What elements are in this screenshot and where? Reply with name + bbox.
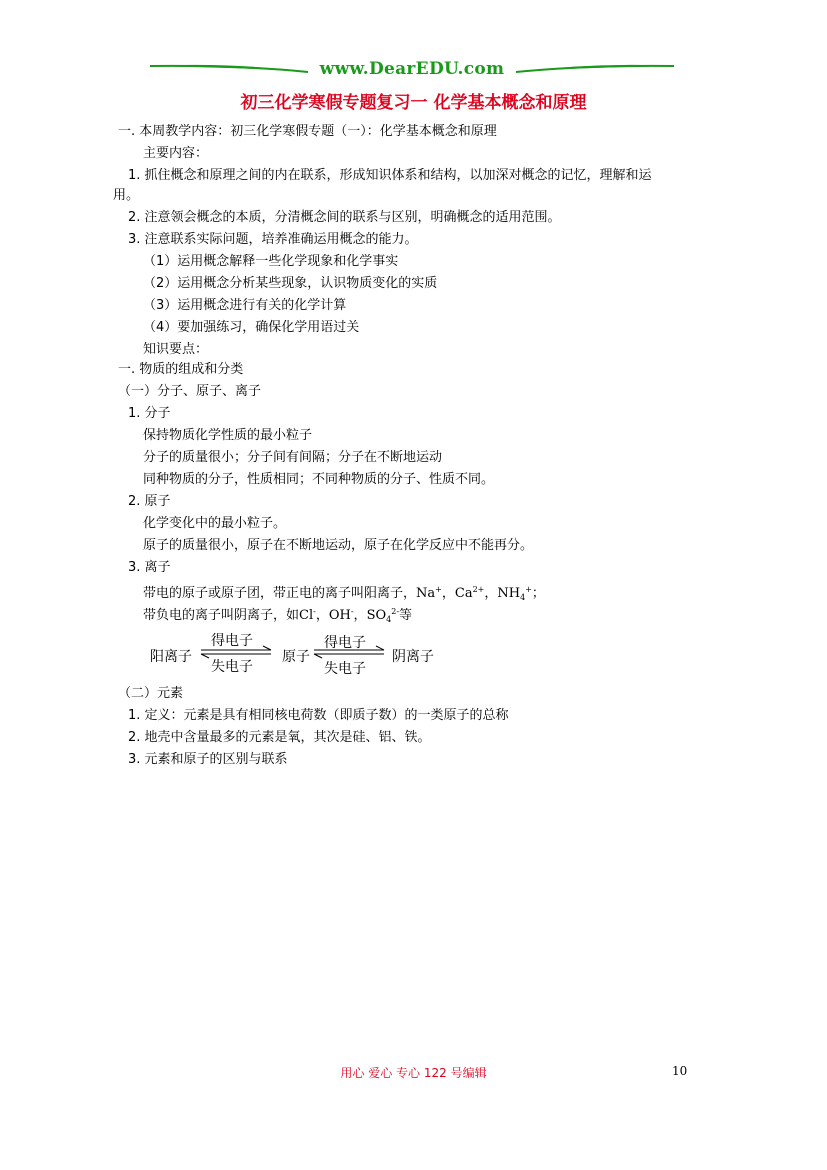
body-line-5: 3. 注意联系实际问题，培养准确运用概念的能力。 (128, 232, 418, 247)
cation-label: 阳离子 (150, 649, 192, 665)
gain-electrons-label-1: 得电子 (211, 633, 253, 649)
cation-text: 带电的原子或原子团，带正电的离子叫阳离子， (143, 586, 417, 601)
body-line-24: 1. 定义：元素是具有相同核电荷数（即质子数）的一类原子的总称 (128, 708, 509, 723)
body-line-20: 3. 离子 (128, 560, 171, 575)
body-line-13: 1. 分子 (128, 406, 171, 421)
body-line-15: 分子的质量很小；分子间有间隔；分子在不断地运动 (143, 450, 443, 465)
body-line-8: （3）运用概念进行有关的化学计算 (143, 298, 347, 313)
site-url: www.DearEDU.com (319, 59, 505, 79)
body-line-2: 主要内容： (143, 146, 209, 161)
body-line-3a: 1. 抓住概念和原理之间的内在联系，形成知识体系和结构，以加深对概念的记忆，理解和运 (128, 168, 652, 183)
body-line-1: 一. 本周教学内容：初三化学寒假专题（一）：化学基本概念和原理 (118, 124, 497, 139)
body-line-18: 化学变化中的最小粒子。 (143, 516, 287, 531)
subsection-heading-1: （一）分子、原子、离子 (118, 384, 262, 399)
ion-conversion-diagram (148, 628, 448, 678)
subsection-heading-2: （二）元素 (118, 686, 184, 701)
cation-line: 带电的原子或原子团，带正电的离子叫阳离子，Na+，$Ca^{2+}$，$NH_4^+$； (143, 585, 545, 602)
formula-oh: OH- (328, 607, 354, 623)
body-line-17: 2. 原子 (128, 494, 171, 509)
body-line-26: 3. 元素和原子的区别与联系 (128, 752, 288, 767)
body-line-4: 2. 注意领会概念的本质，分清概念间的联系与区别，明确概念的适用范围。 (128, 210, 561, 225)
formula-nh4: $NH_4^+$ (497, 585, 532, 602)
formula-na: Na+ (416, 585, 442, 601)
body-line-16: 同种物质的分子，性质相同；不同种物质的分子、性质不同。 (143, 472, 495, 487)
atom-label: 原子 (282, 649, 310, 665)
lose-electrons-label-2: 失电子 (324, 661, 366, 677)
body-line-7: （2）运用概念分析某些现象，认识物质变化的实质 (143, 276, 438, 291)
body-line-14: 保持物质化学性质的最小粒子 (143, 428, 313, 443)
header-banner (148, 56, 676, 82)
section-heading: 一. 物质的组成和分类 (118, 362, 244, 377)
body-line-3b: 用。 (113, 188, 140, 203)
lose-electrons-label-1: 失电子 (211, 659, 253, 675)
anion-line: 带负电的离子叫阴离子，如Cl-，OH-，$SO_4^{2-}$等 (143, 607, 413, 624)
document-title: 初三化学寒假专题复习一 化学基本概念和原理 (240, 93, 587, 113)
anion-text: 带负电的离子叫阴离子，如 (143, 608, 300, 623)
body-line-19: 原子的质量很小，原子在不断地运动，原子在化学反应中不能再分。 (143, 538, 534, 553)
body-line-6: （1）运用概念解释一些化学现象和化学事实 (143, 254, 399, 269)
formula-cl: Cl- (299, 607, 316, 623)
body-line-10: 知识要点： (143, 342, 209, 357)
formula-so4: $SO_4^{2-}$ (366, 607, 400, 624)
formula-ca: $Ca^{2+}$ (454, 585, 485, 601)
gain-electrons-label-2: 得电子 (324, 635, 366, 651)
anion-label: 阴离子 (392, 649, 434, 665)
footer-text: 用心 爱心 专心 122 号编辑 (340, 1066, 487, 1080)
body-line-9: （4）要加强练习，确保化学用语过关 (143, 320, 360, 335)
page-number: 10 (672, 1064, 688, 1078)
body-line-25: 2. 地壳中含量最多的元素是氧，其次是硅、铝、铁。 (128, 730, 431, 745)
